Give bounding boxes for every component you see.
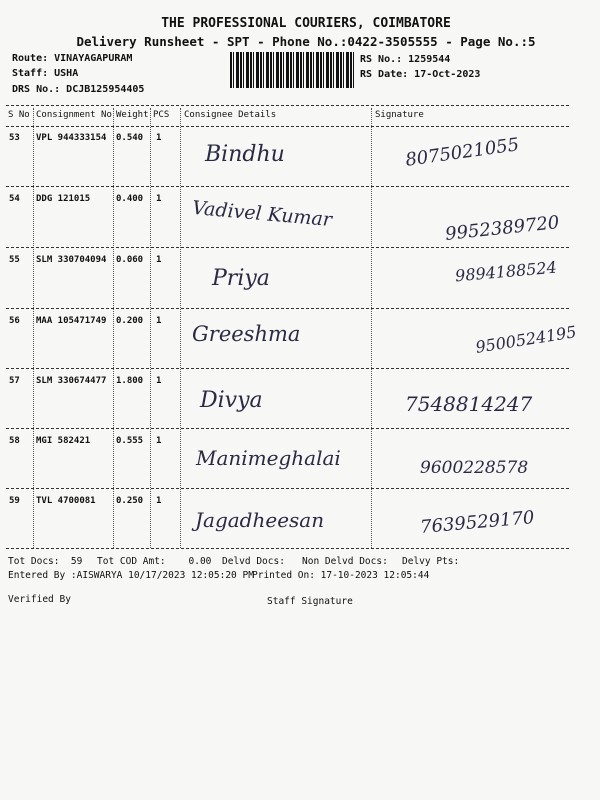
col-header-pcs: PCS [153, 110, 170, 120]
row-consignment: SLM 330674477 [36, 376, 107, 386]
row-rule [6, 488, 569, 489]
row-signature: 8075021055 [404, 134, 521, 171]
row-consignee-name: Bindhu [205, 142, 285, 167]
barcode [230, 52, 356, 88]
row-consignee-name: Greeshma [192, 322, 301, 346]
row-rule [6, 308, 569, 309]
rs-date: RS Date: 17-Oct-2023 [360, 69, 481, 80]
row-consignment: SLM 330704094 [36, 255, 107, 265]
row-pcs: 1 [156, 496, 162, 506]
row-sno: 56 [9, 316, 20, 326]
row-rule [6, 186, 569, 187]
row-weight: 0.200 [116, 316, 144, 326]
row-pcs: 1 [156, 436, 162, 446]
row-pcs: 1 [156, 133, 162, 143]
drs-number: DRS No.: DCJB125954405 [12, 84, 145, 95]
row-rule [6, 548, 569, 549]
printed-on: Printed On: 17-10-2023 12:05:44 [252, 570, 430, 581]
row-pcs: 1 [156, 316, 162, 326]
row-weight: 0.250 [116, 496, 144, 506]
company-name: THE PROFESSIONAL COURIERS, COIMBATORE [161, 16, 451, 31]
delivered-docs: Delvd Docs: [222, 556, 285, 567]
row-signature: 7639529170 [419, 507, 536, 538]
row-consignment: DDG 121015 [36, 194, 91, 204]
row-signature: 9600228578 [420, 458, 529, 478]
rs-number: RS No.: 1259544 [360, 54, 451, 65]
verified-by-label: Verified By [8, 594, 71, 605]
row-signature: 7548814247 [405, 392, 533, 416]
row-rule [6, 247, 569, 248]
delivery-points: Delvy Pts: [402, 556, 460, 567]
row-signature: 9894188524 [454, 257, 558, 286]
row-sno: 55 [9, 255, 20, 265]
row-pcs: 1 [156, 255, 162, 265]
row-weight: 0.400 [116, 194, 144, 204]
row-consignment: VPL 944333154 [36, 133, 107, 143]
total-cod-amount: Tot COD Amt: 0.00 [97, 556, 212, 567]
row-consignment: MAA 105471749 [36, 316, 107, 326]
col-divider [180, 108, 181, 548]
row-weight: 1.800 [116, 376, 144, 386]
col-divider [113, 108, 114, 548]
staff-label: Staff: USHA [12, 68, 79, 79]
header-bottom-rule [6, 126, 569, 127]
row-pcs: 1 [156, 194, 162, 204]
row-rule [6, 428, 569, 429]
route-label: Route: VINAYAGAPURAM [12, 53, 133, 64]
col-divider [150, 108, 151, 548]
entered-by: Entered By :AISWARYA 10/17/2023 12:05:20 PM [8, 570, 254, 581]
row-signature: 9952389720 [444, 212, 561, 245]
row-sno: 58 [9, 436, 20, 446]
row-consignment: TVL 4700081 [36, 496, 96, 506]
staff-signature-label: Staff Signature [267, 596, 353, 607]
col-divider [371, 108, 372, 548]
row-weight: 0.540 [116, 133, 144, 143]
header-top-rule [6, 105, 569, 106]
col-header-signature: Signature [375, 110, 424, 120]
col-header-consignment: Consignment No [36, 110, 112, 120]
col-header-sno: S No [8, 110, 30, 120]
col-header-weight: Weight [116, 110, 149, 120]
row-consignee-name: Jagadheesan [195, 508, 325, 532]
row-consignee-name: Manimeghalai [196, 446, 341, 470]
col-divider [33, 108, 34, 548]
row-sno: 59 [9, 496, 20, 506]
total-docs: Tot Docs: 59 [8, 556, 83, 567]
row-signature: 9500524195 [474, 322, 578, 357]
row-pcs: 1 [156, 376, 162, 386]
row-consignee-name: Vadivel Kumar [191, 196, 333, 232]
row-consignment: MGI 582421 [36, 436, 91, 446]
non-delivered-docs: Non Delvd Docs: [302, 556, 388, 567]
row-rule [6, 368, 569, 369]
row-consignee-name: Divya [200, 388, 263, 413]
sheet-title: Delivery Runsheet - SPT - Phone No.:0422-3505555 - Page No.:5 [76, 34, 536, 49]
row-consignee-name: Priya [212, 266, 270, 291]
row-weight: 0.060 [116, 255, 144, 265]
col-header-consignee: Consignee Details [184, 110, 277, 120]
row-sno: 57 [9, 376, 20, 386]
row-sno: 53 [9, 133, 20, 143]
row-weight: 0.555 [116, 436, 144, 446]
row-sno: 54 [9, 194, 20, 204]
